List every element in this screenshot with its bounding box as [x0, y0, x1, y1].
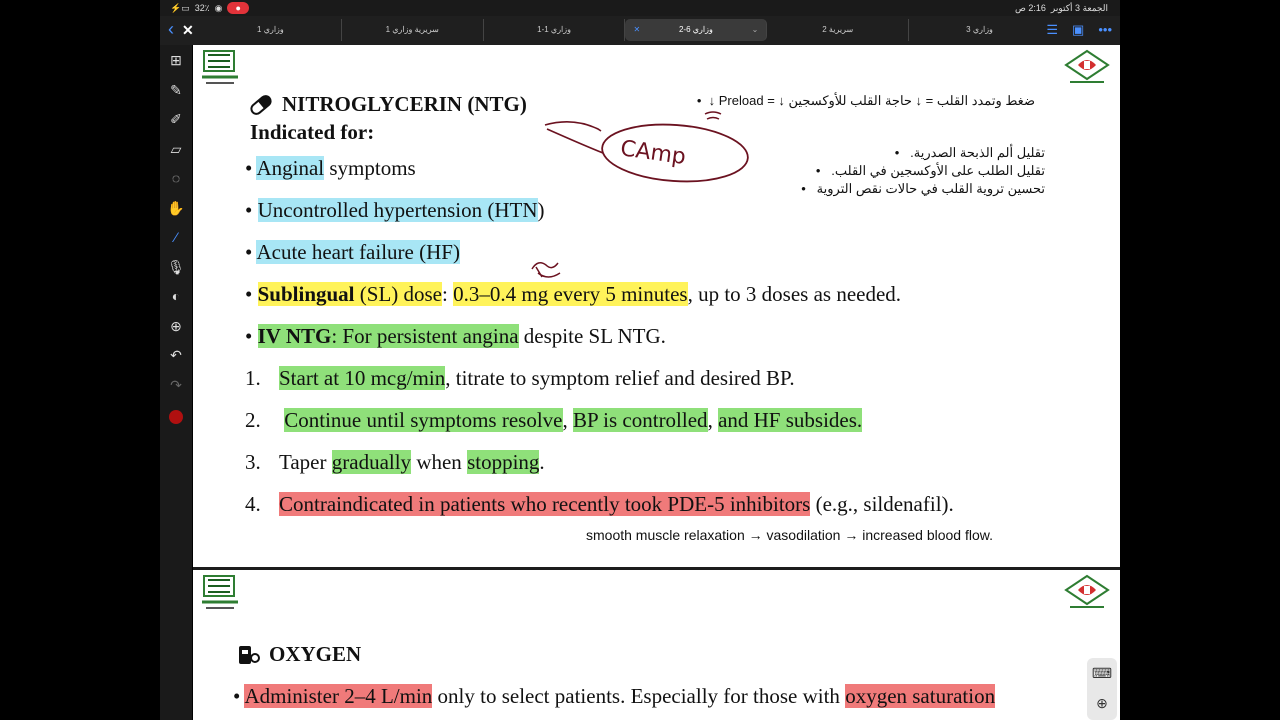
bullet-sl-dose: • Sublingual (SL) dose: 0.3–0.4 mg every 5 minutes, up to 3 doses as needed.	[245, 282, 902, 306]
grid-icon[interactable]: ⊞	[170, 52, 182, 68]
back-chevron-icon[interactable]: ‹	[168, 19, 174, 39]
numbered-item-2: 2. Continue until symptoms resolve, BP is controlled, and HF subsides.	[245, 408, 863, 432]
bullet-hf: • Acute heart failure (HF)	[245, 240, 460, 264]
bullet-angina: • Anginal symptoms	[245, 156, 416, 180]
record-indicator[interactable]: ●	[227, 2, 248, 14]
document-tabs	[200, 19, 1050, 41]
tab-2[interactable]: سريرية وزاري 1	[342, 19, 484, 41]
mechanism-note: smooth muscle relaxation → vasodilation → increased blood flow.	[586, 527, 993, 543]
indicated-for-heading: Indicated for:	[250, 120, 375, 144]
numbered-item-4: 4. Contraindicated in patients who recently took PDE-5 inhibitors (e.g., sildenafil).	[245, 492, 954, 516]
slide-page-1	[193, 45, 1120, 567]
oxygen-title: OXYGEN	[237, 642, 361, 667]
drawing-toolbar	[160, 45, 192, 720]
university-logo-left	[198, 47, 242, 87]
close-tab-icon[interactable]: ✕	[633, 25, 641, 34]
tab-4-active[interactable]: ✕ وزاري 6-2 ⌄	[625, 19, 767, 41]
bullet-iv-ntg: • IV NTG: For persistent angina despite SL NTG.	[245, 324, 666, 348]
date: الجمعة 3 أكتوبر	[1050, 3, 1108, 13]
handwritten-text: CAmp	[618, 136, 688, 171]
hand-icon[interactable]: ✋	[167, 200, 185, 216]
arabic-preload-note: ضغط وتمدد القلب = ↓ حاجة القلب للأوكسجين ↓ = Preload ↓ •	[696, 93, 1035, 108]
tab-3[interactable]: وزاري 1-1	[484, 19, 626, 41]
zoom-in-icon[interactable]: ⊕	[1096, 695, 1108, 711]
tab-6[interactable]: وزاري 3	[966, 25, 993, 34]
tab-1[interactable]: وزاري 1	[200, 19, 342, 41]
battery-level: 32٪	[194, 2, 210, 13]
pill-icon	[248, 94, 274, 116]
arabic-list-item-1: تقليل ألم الذبحة الصدرية. •	[894, 145, 1045, 160]
bullet-htn: • Uncontrolled hypertension (HTN)	[245, 198, 545, 222]
handwritten-scribble	[528, 257, 568, 282]
tab-5[interactable]: سريرية 2	[767, 19, 909, 41]
numbered-item-3: 3. Taper gradually when stopping.	[245, 450, 545, 474]
keyboard-icon[interactable]: ⌨	[1091, 665, 1113, 681]
add-icon[interactable]: ⊕	[170, 318, 182, 334]
slide-page-2	[193, 570, 1120, 720]
status-bar	[160, 0, 1120, 16]
list-icon[interactable]: ☰	[1046, 22, 1059, 37]
microphone-icon[interactable]: 🎙	[167, 259, 185, 275]
clock: 2:16 ص	[1014, 3, 1046, 13]
wifi-icon: ◉	[214, 2, 223, 13]
university-logo-left-2	[198, 572, 242, 612]
tab-bar	[160, 16, 1120, 45]
redo-icon[interactable]: ↷	[170, 377, 182, 393]
ministry-logo-right-2	[1062, 574, 1112, 610]
chevron-down-icon[interactable]: ⌄	[751, 25, 759, 34]
arabic-list-item-3: تحسين تروية القلب في حالات نقص التروية •	[801, 181, 1045, 196]
lasso-icon[interactable]: ◌	[171, 170, 181, 186]
highlighter-icon[interactable]: ✐	[170, 111, 182, 127]
app-logo-icon: ✕	[182, 22, 194, 38]
oxygen-bullet: • Administer 2–4 L/min only to select patients. Especially for those with oxygen saturation	[233, 684, 996, 708]
sidebar-icon[interactable]: ▣	[1072, 22, 1085, 37]
arabic-list-item-2: تقليل الطلب على الأوكسجين في القلب. •	[815, 163, 1045, 178]
zoom-controls	[1087, 658, 1117, 720]
handwritten-annotation	[543, 115, 753, 190]
battery-icon: ⚡▭	[170, 2, 190, 13]
slide-title: NITROGLYCERIN (NTG)	[248, 92, 527, 117]
more-icon[interactable]: •••	[1098, 22, 1112, 37]
eraser-icon[interactable]: ▱	[170, 141, 182, 157]
numbered-item-1: 1. Start at 10 mcg/min, titrate to symptom relief and desired BP.	[245, 366, 795, 390]
handwritten-mark	[703, 110, 723, 122]
shapes-icon[interactable]: ◐	[171, 288, 181, 304]
oxygen-mask-icon	[237, 644, 261, 666]
pen-icon[interactable]: ✎	[170, 82, 182, 98]
ministry-logo-right	[1062, 49, 1112, 85]
laser-pointer-icon[interactable]: ⁄	[174, 229, 178, 245]
color-swatch[interactable]	[166, 406, 186, 426]
undo-icon[interactable]: ↶	[170, 347, 182, 363]
